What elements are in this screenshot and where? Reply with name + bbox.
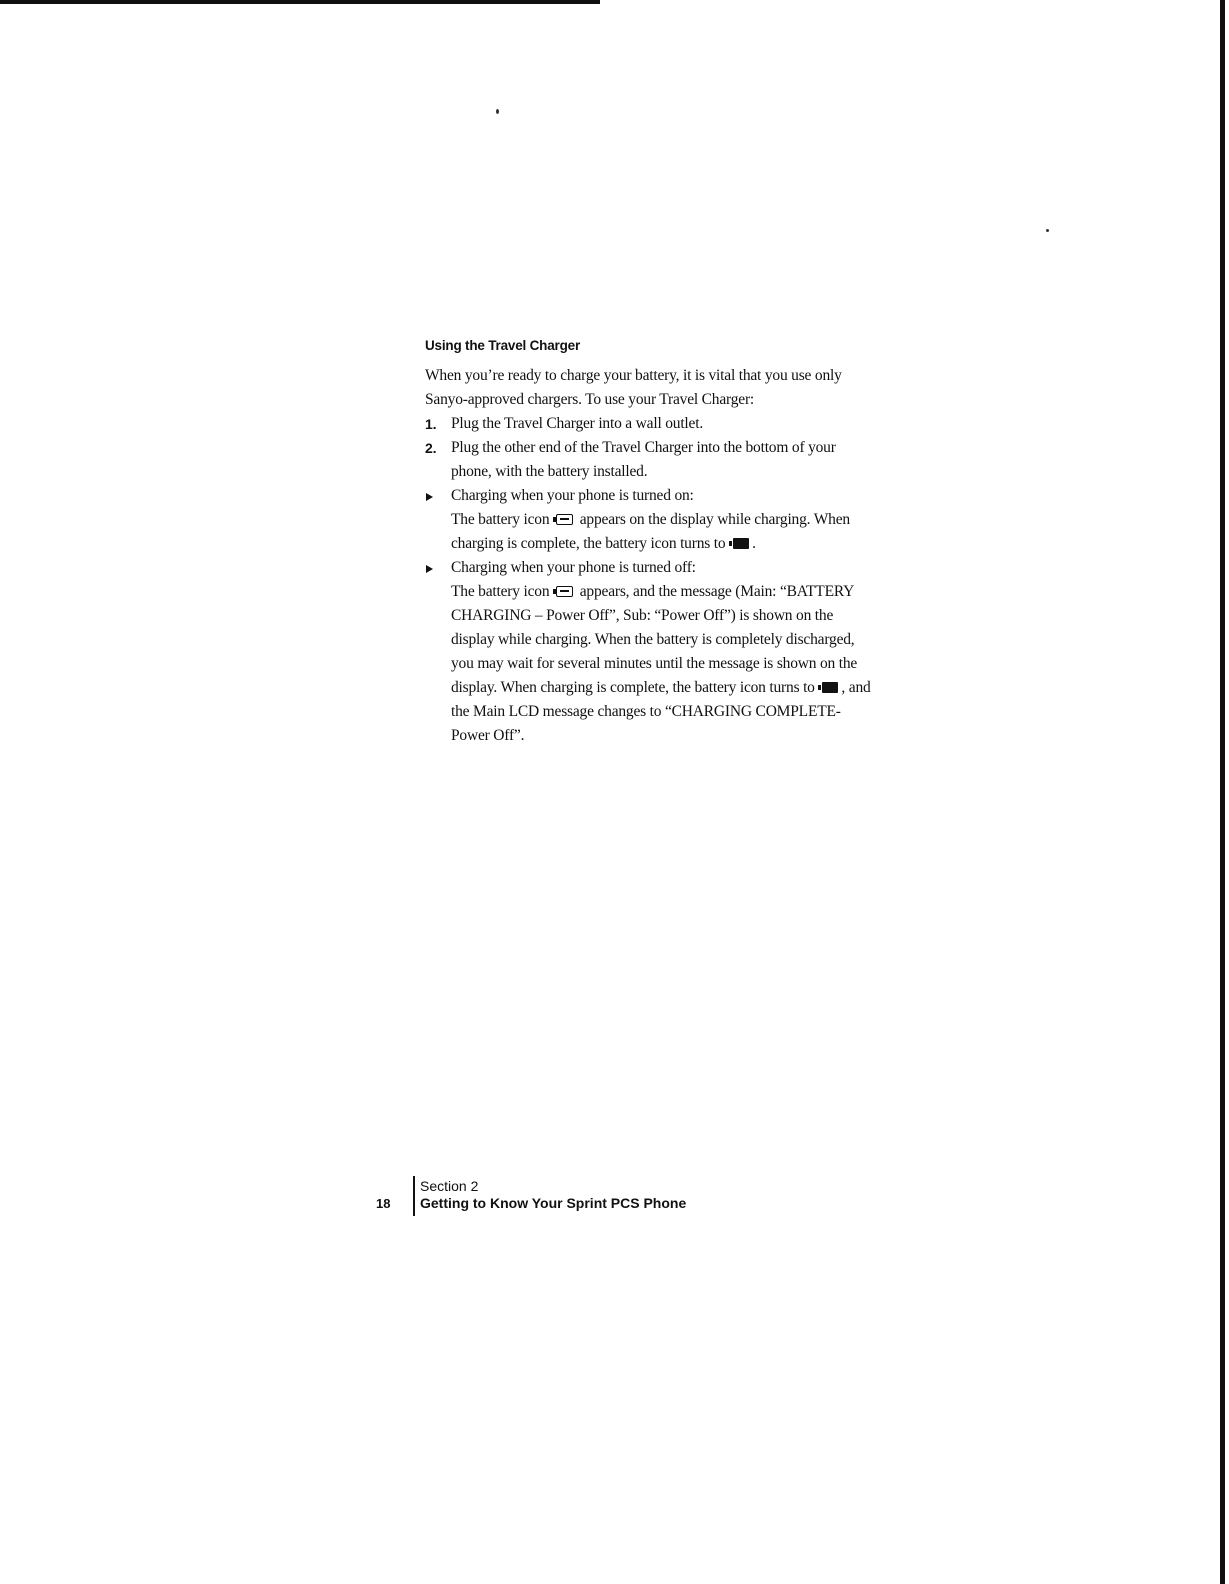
step-number: 2. [425, 440, 437, 456]
list-item [425, 484, 875, 556]
bullet-title: Charging when your phone is turned on: [451, 487, 694, 504]
bullet-body [451, 508, 875, 556]
footer-divider [413, 1176, 415, 1216]
section-heading: Using the Travel Charger [425, 338, 580, 353]
bullet-body [451, 580, 875, 748]
step-text: Plug the other end of the Travel Charger into the bottom of your phone, with the battery installed. [451, 439, 836, 480]
battery-charging-icon [556, 586, 573, 597]
battery-charging-icon [556, 514, 573, 525]
bullets-list [425, 484, 875, 748]
list-item [425, 556, 875, 748]
steps-list [425, 412, 875, 484]
footer-section-title: Getting to Know Your Sprint PCS Phone [420, 1195, 687, 1211]
bullet-text: The battery icon [451, 583, 550, 600]
bullet-text: appears on the display while charging. When charging is complete, the battery icon turns to [451, 511, 850, 552]
bullet-title: Charging when your phone is turned off: [451, 559, 696, 576]
footer-section-label: Section 2 [420, 1178, 479, 1194]
list-item [425, 436, 875, 484]
battery-full-icon [822, 682, 838, 693]
bullet-text: , and the Main LCD message changes to “CHARGING COMPLETE-Power Off”. [451, 679, 871, 744]
bullet-text: . [752, 535, 756, 552]
page-number: 18 [376, 1196, 391, 1211]
intro-paragraph: When you’re ready to charge your battery, it is vital that you use only Sanyo-approved chargers. To use your Travel Charger: [425, 367, 842, 408]
bullet-arrow-icon [426, 493, 433, 501]
battery-full-icon [733, 538, 749, 549]
document-body [425, 336, 875, 748]
step-text: Plug the Travel Charger into a wall outlet. [451, 415, 704, 432]
bullet-text: The battery icon [451, 511, 550, 528]
bullet-text: appears, and the message (Main: “BATTERY CHARGING – Power Off”, Sub: “Power Off”) is shown on the display while charging. When the battery is completely discharged, you may wait for several minutes until the message is shown on the display. When charging is complete, the battery icon turns to [451, 583, 858, 696]
bullet-arrow-icon [426, 565, 433, 573]
top-border-rule [0, 0, 600, 4]
scan-speck [496, 109, 499, 114]
right-border-rule [1220, 0, 1225, 1584]
list-item [425, 412, 875, 436]
step-number: 1. [425, 416, 437, 432]
scan-speck [1046, 229, 1049, 232]
